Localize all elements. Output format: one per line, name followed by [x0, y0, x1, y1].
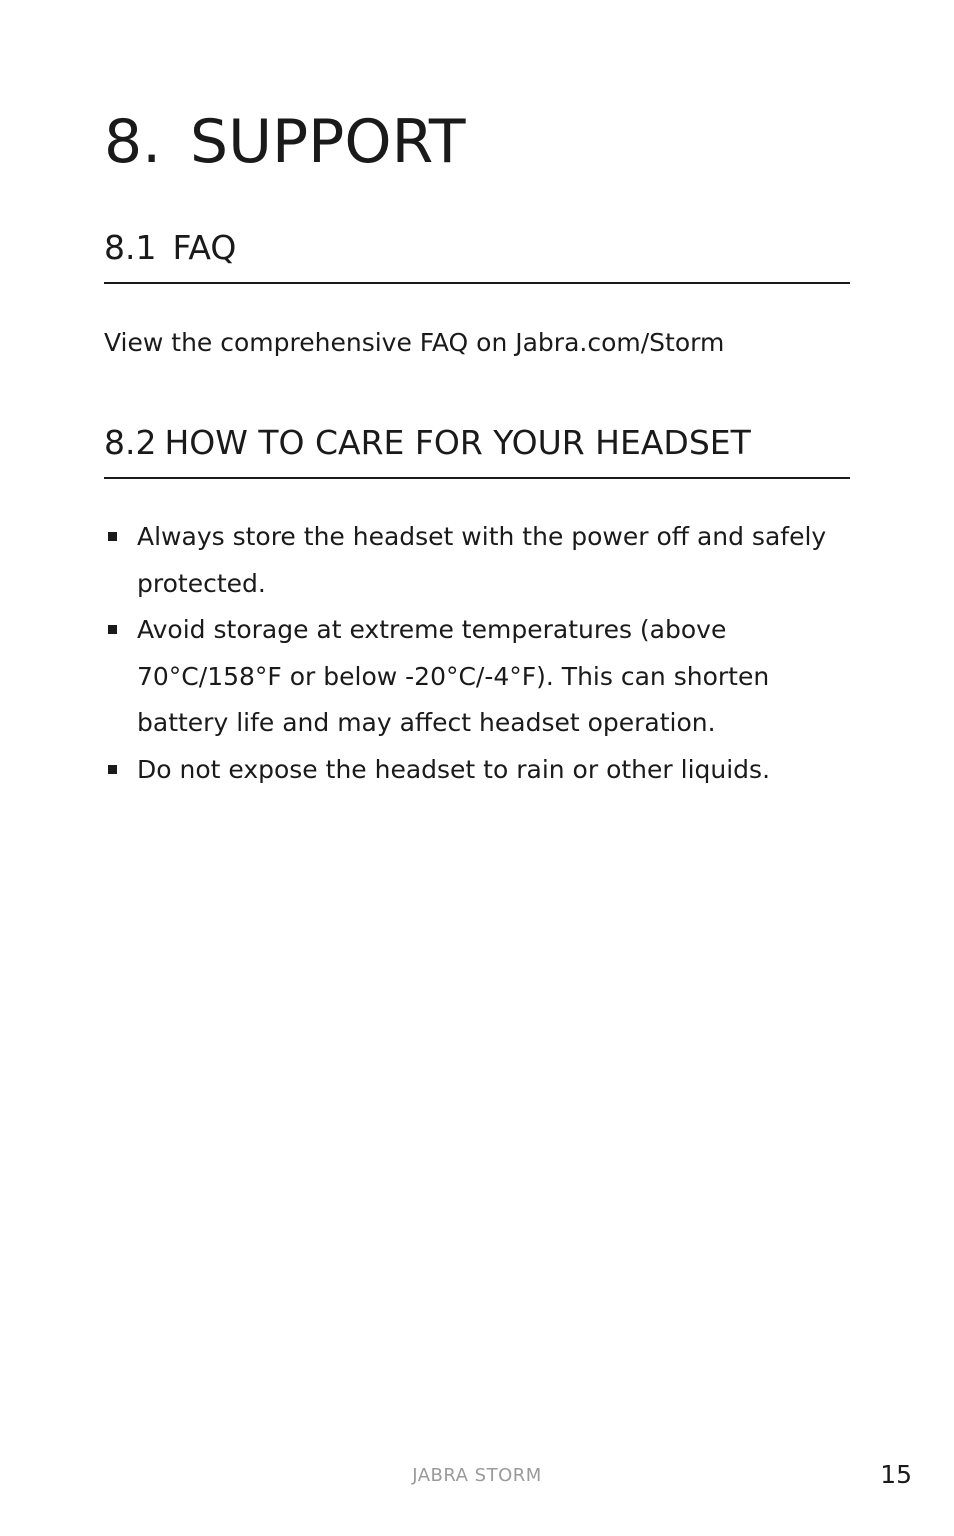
- section-number-care: 8.2: [104, 423, 157, 462]
- chapter-title-text: SUPPORT: [190, 107, 466, 177]
- list-item-text: Do not expose the headset to rain or other liquids.: [137, 754, 771, 784]
- square-bullet-icon: [108, 765, 117, 774]
- section-title-care: [104, 421, 850, 479]
- footer-product-label: JABRA STORM: [412, 1465, 542, 1486]
- care-bullet-list: [104, 514, 844, 793]
- section-number-faq: 8.1: [104, 228, 157, 267]
- list-item: [104, 747, 844, 794]
- list-item-text: Always store the headset with the power off and safely protected.: [137, 522, 827, 598]
- chapter-number: 8.: [104, 107, 162, 177]
- section-title-text-faq: FAQ: [172, 228, 237, 267]
- page-number: 15: [880, 1460, 912, 1489]
- list-item-text: Avoid storage at extreme temperatures (above 70°C/158°F or below -20°C/-4°F). This can shorten battery life and may affect headset operation.: [137, 615, 770, 737]
- faq-body-text: View the comprehensive FAQ on Jabra.com/Storm: [104, 328, 725, 357]
- square-bullet-icon: [108, 625, 117, 634]
- section-title-faq: [104, 226, 850, 284]
- section-title-text-care: HOW TO CARE FOR YOUR HEADSET: [164, 423, 751, 462]
- chapter-title: [104, 100, 466, 184]
- list-item: [104, 607, 844, 747]
- square-bullet-icon: [108, 532, 117, 541]
- list-item: [104, 514, 844, 607]
